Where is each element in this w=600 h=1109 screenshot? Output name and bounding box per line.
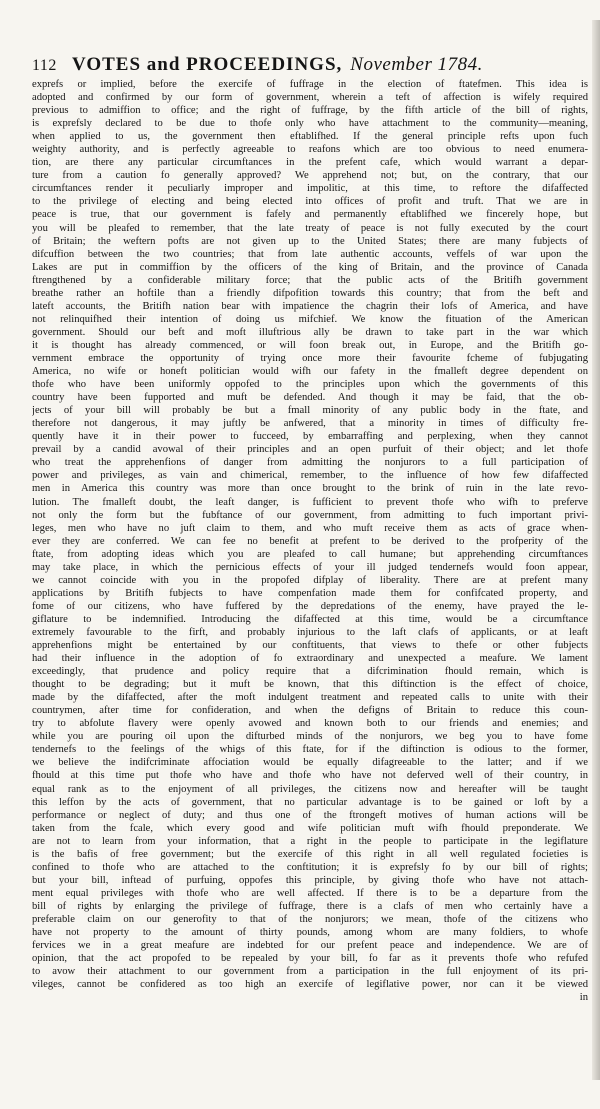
text-line: thofe who have been uniformly oppofed to the principles upon which the governments of this — [32, 379, 588, 391]
text-line: therefore not dangerous, it may juftly be anfwered, that a minority in times of difficulty fre- — [32, 418, 588, 430]
text-line: vernment embrace the opportunity of trying once more their favourite fcheme of fubjugating — [32, 352, 588, 364]
text-line: giflature to be indemnified. Introducing the difaffected at this time, would be a circumftance — [32, 613, 588, 625]
text-line: you will be pleafed to remember, that the late treaty of peace is not fully executed by the court — [32, 222, 588, 234]
text-line: ever they are conferred. We can fee no benefit at prefent to be derived to the profperity of the — [32, 535, 588, 547]
text-line: weighty authority, and is perfectly agreeable to reafons which are too obvious to need enumera- — [32, 144, 588, 156]
text-line: ftrengthened by a confiderable military force; that the public acts of the Britifh government — [32, 274, 588, 286]
text-line: have not property to the amount of thirty pounds, among whom are many foldiers, to whofe — [32, 927, 588, 939]
text-line: lateft accounts, the Britifh nation bear with impatience the chagrin their lofs of America, and have — [32, 300, 588, 312]
text-line: Lakes are put in commiffion by the officers of the king of Britain, and the province of Canada — [32, 261, 588, 273]
text-line: fervices we in a great meafure are indebted for our prefent peace and independence. We are of — [32, 940, 588, 952]
text-line: power and privileges, as vain and chimerical, remember, to the influence of how few difaffected — [32, 470, 588, 482]
text-line: peace is true, that our government is fafely and permanently eftablifhed we fincerely hope, but — [32, 209, 588, 221]
body-text — [32, 78, 588, 1004]
text-line: circumftances render it peculiarly improper and impolitic, at this time, to reftore the difaffected — [32, 183, 588, 195]
text-line: when applied to us, the government then eftablifhed. If the general principle refts upon fuch — [32, 131, 588, 143]
text-line: fhould at this time put thofe who have and thofe who have not deferved well of their country, in — [32, 770, 588, 782]
text-line: had their influence in the adoption of fo extraordinary and unexpected a meafure. We lament — [32, 653, 588, 665]
text-line: but your bill, inftead of purfuing, oppofes this principle, by giving thofe who have not attach- — [32, 874, 588, 886]
text-line: performance or neglect of duty; and thus one of the ftrongeft motives of human actions will be — [32, 809, 588, 821]
running-date: November 1784. — [350, 54, 483, 75]
text-line: is the bafis of free government; but the exercife of this right in all well regulated focieties is — [32, 848, 588, 860]
text-line: applications by Britifh fubjects to have compenfation made them for confifcated property, and — [32, 587, 588, 599]
text-line: exceedingly, that prudence and policy require that a difcrimination fhould remain, which is — [32, 666, 588, 678]
text-line: made by the difaffected, after the moft indulgent treatment and repeated calls to unite with their — [32, 692, 588, 704]
text-line: it is thought has already commenced, or will foon break out, in Europe, and the Britifh go- — [32, 339, 588, 351]
text-line: try to abfolute flavery were openly avowed and known both to our friends and enemies; and — [32, 718, 588, 730]
text-line: breathe rather an hoftile than a friendly difpofition towards this country; that from the beft and — [32, 287, 588, 299]
text-line: adopted and confirmed by our form of government, wherein a teft of affection is wifely required — [32, 92, 588, 104]
text-line: country have been fupported and muft be defended. And though it may be faid, that the ob- — [32, 392, 588, 404]
text-line: vileges, cannot be confidered as too high an exercife of legiflative power, nor can it be viewed — [32, 979, 588, 991]
text-line: ment equal privileges with thofe who are well affected. If there is to be a departure from the — [32, 887, 588, 899]
text-line: fome of our citizens, who have fuffered by the depredations of the enemy, have prayed the le- — [32, 600, 588, 612]
text-line: extremely favourable to the firft, and probably injurious to the laft clafs of applicants, or at leaft — [32, 626, 588, 638]
text-line: prevail by a candid avowal of their principles and an open purfuit of their object; and let thofe — [32, 444, 588, 456]
text-line: leges, men who have no juft claim to them, and who muft receive them as acts of grace when- — [32, 522, 588, 534]
text-line: quently have it in their power to fucceed, by embarraffing and perplexing, when they cannot — [32, 431, 588, 443]
text-line: taken from the fcale, which every good and wife politician muft wifh fhould preponderate. We — [32, 822, 588, 834]
page-number: 112 — [32, 57, 57, 74]
text-line: to avow their attachment to our government from a participation in the full enjoyment of its pri- — [32, 966, 588, 978]
text-line: who treat the apprehenfions of danger from admitting the nonjurors to a full participation of — [32, 457, 588, 469]
text-line: not relinquifhed their intention of doing us mifchief. We know the fituation of the American — [32, 313, 588, 325]
text-line: countrymen, after time for confideration, and when the defigns of Britain to reduce this coun- — [32, 705, 588, 717]
text-line: bill of rights by enlarging the privilege of fuffrage, there is a clafs of men who certainly have a — [32, 900, 588, 912]
text-line: we cannot coincide with you in the propofed difplay of liberality. There are at prefent many — [32, 574, 588, 586]
text-line: while you are pouring oil upon the difturbed minds of the nonjurors, we beg you to have fome — [32, 731, 588, 743]
page-gutter — [592, 20, 600, 1080]
text-line: confined to thofe who are attached to the conftitution; it is exprefsly fo by our bill of rights; — [32, 861, 588, 873]
text-line: previous to admiffion to office; and the right of fuffrage, by the fifth article of the bill of rights, — [32, 105, 588, 117]
text-line: to the privilege of electing and being elected into offices of profit and truft. That we are in — [32, 196, 588, 208]
text-line: is exprefsly declared to be due to thofe only who have attachment to the community—meaning, — [32, 118, 588, 130]
text-line: equal rank as to the enjoyment of all privileges, the citizens now and hereafter will be taught — [32, 783, 588, 795]
text-line: not only the form but the fubftance of our government, from admitting to fuch important privi- — [32, 509, 588, 521]
text-line: may take place, in which the pernicious effects of your ill judged tendernefs would foon appear, — [32, 561, 588, 573]
running-title: VOTES and PROCEEDINGS, — [72, 54, 343, 75]
text-line: jects of your bill will probably be but a fmall minority of any public body in the ftate, and — [32, 405, 588, 417]
text-line: difcuffion between the two countries; that from late authentic accounts, veffels of war upon the — [32, 248, 588, 260]
text-line: exprefs or implied, before the exercife of fuffrage in the election of ftatefmen. This idea is — [32, 79, 588, 90]
text-line: tion, are there any particular circumftances in the prefent cafe, which would warrant a depar- — [32, 157, 588, 169]
text-line: of Britain; the weftern pofts are not given up to the United States; there are many fubjects of — [32, 235, 588, 247]
text-line: thought to be degrading; but it muft be known, that this diftinction is the effect of choice, — [32, 679, 588, 691]
text-line: this leffon by the acts of government, that no particular advantage is to be gained or loft by a — [32, 796, 588, 808]
text-line: America, no wife or honeft politician would wifh our fafety in the fmalleft degree dependent on — [32, 366, 588, 378]
catchword: in — [579, 992, 588, 1004]
text-line: opinion, that the act propofed to be repealed by your bill, fo far as it prevents thofe who refufed — [32, 953, 588, 965]
text-line: we believe the indifcriminate affociation would be equally difagreeable to the latter; and if we — [32, 757, 588, 769]
text-line: apprehenfions might be entertained by our conftituents, that views to thefe or other fubjects — [32, 640, 588, 652]
text-line: ture from a caution fo generally approved? We apprehend not; but, on the contrary, that our — [32, 170, 588, 182]
page-header — [32, 54, 588, 76]
text-line: tendernefs to the feelings of the whigs of this ftate, for if the diftinction is odious to the former, — [32, 744, 588, 756]
text-line: men in America this country was more than once brought to the brink of ruin in the late revo- — [32, 483, 588, 495]
text-line: are not to learn from your information, that a right in the people to participate in the legiflature — [32, 835, 588, 847]
text-line: ftate, from adopting ideas which you are pleafed to call humane; but apprehending circumftances — [32, 548, 588, 560]
text-line: lution. The fmalleft doubt, the leaft danger, is fufficient to prevent thofe who wifh to preferve — [32, 496, 588, 508]
text-line: government. Should our beft and moft illuftrious ally be drawn to take part in the war which — [32, 326, 588, 338]
text-line: preferable claim on our generofity to that of the nonjurors; we mean, thofe of the citizens who — [32, 914, 588, 925]
